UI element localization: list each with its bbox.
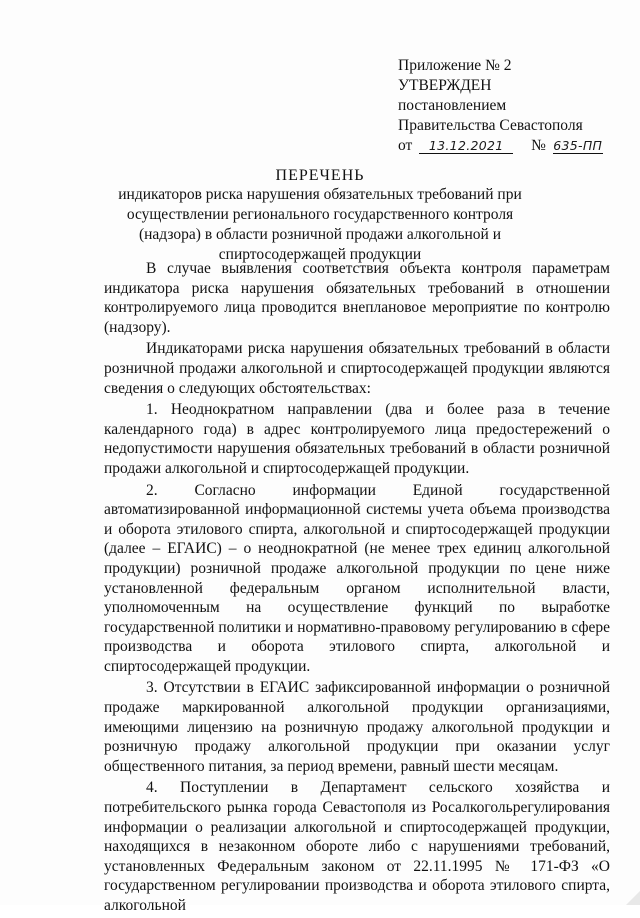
page-corner-mark bbox=[626, 891, 640, 905]
number-prefix: № bbox=[531, 137, 546, 154]
decree-label: постановлением bbox=[398, 97, 507, 114]
document-body bbox=[104, 259, 610, 918]
government-label: Правительства Севастополя bbox=[398, 117, 583, 134]
paragraph-item-2: 2. Согласно информации Единой государственной автоматизированной информационной системы учета объема производства и оборота этилового спирта, алкогольной и спиртосодержащей продукции (далее – ЕГАИС) – о неоднократной (не менее трех единиц алкогольной продукции) розничной продаже алкогольной продукции по цене ниже установленной федеральным органом исполнительной власти, уполномоченным на осуществление функций по выработке государственной политики и нормативно-правовому регулированию в сфере производства и оборота этилового спирта, алкогольной и спиртосодержащей продукции. bbox=[104, 481, 610, 675]
handwritten-number: 635-ПП bbox=[553, 138, 603, 153]
number-field bbox=[553, 138, 603, 154]
document-subtitle: индикаторов риска нарушения обязательных требований при осуществлении регионального государственного контроля (надзора) в области розничной продажи алкогольной и спиртосодержащей продукции bbox=[118, 186, 522, 263]
paragraph-item-1: 1. Неоднократном направлении (два и более раза в течение календарного года) в адрес контролируемого лица предостережений о недопустимости нарушения обязательных требований в области розничной продажи алкогольной и спиртосодержащей продукции. bbox=[104, 401, 610, 477]
date-prefix: от bbox=[398, 137, 413, 154]
handwritten-date: 13.12.2021 bbox=[428, 138, 504, 153]
paragraph-item-3: 3. Отсутствии в ЕГАИС зафиксированной информации о розничной продаже маркированной алкогольной продукции организациями, имеющими лицензию на розничную продажу алкогольной продукции и розничную продажу алкогольной продукции при оказании услуг общественного питания, за период времени, равный шести месяцам. bbox=[104, 679, 610, 775]
paragraph-indicators: Индикаторами риска нарушения обязательных требований в области розничной продажи алкогольной и спиртосодержащей продукции являются сведения о следующих обстоятельствах: bbox=[104, 340, 610, 397]
date-number-line bbox=[398, 136, 628, 156]
approval-block bbox=[398, 56, 628, 156]
paragraph-item-4: 4. Поступлении в Департамент сельского хозяйства и потребительского рынка города Севастополя из Росалкогольрегулирования информации о реализации алкогольной и спиртосодержащей продукции, находящихся в незаконном обороте либо с нарушениями требований, установленных Федеральным законом от 22.11.1995 № 171-ФЗ «О государственном регулировании производства и оборота этилового спирта, алкогольной bbox=[104, 779, 610, 914]
approved-label: УТВЕРЖДЕН bbox=[398, 77, 492, 94]
paragraph-intro: В случае выявления соответствия объекта контроля параметрам индикатора риска нарушения обязательных требований в отношении контролируемого лица проводится внеплановое мероприятие по контролю (надзору). bbox=[104, 260, 610, 336]
appendix-label: Приложение № 2 bbox=[398, 57, 512, 74]
date-field bbox=[419, 138, 513, 154]
document-title: ПЕРЕЧЕНЬ bbox=[275, 167, 365, 184]
